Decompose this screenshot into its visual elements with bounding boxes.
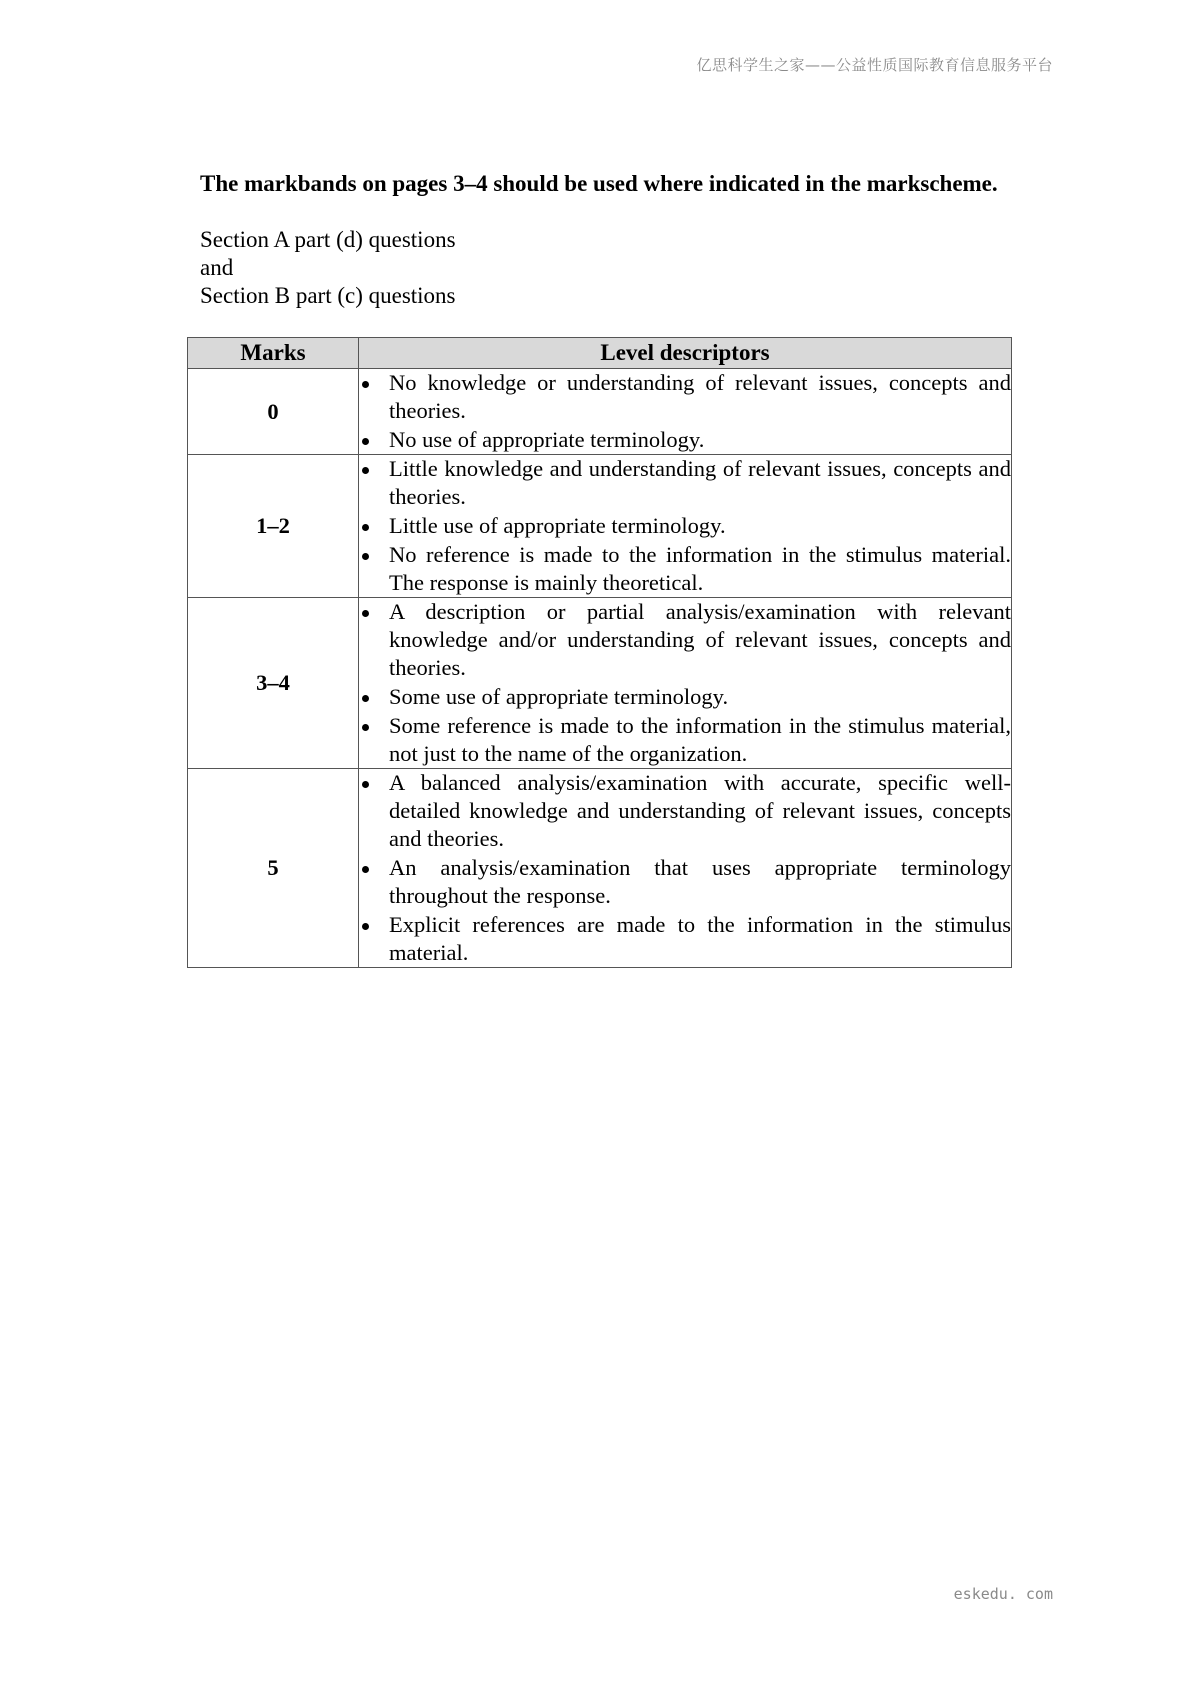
descriptor-item <box>359 541 1011 597</box>
marks-cell: 3–4 <box>188 598 359 769</box>
header-watermark: 亿思科学生之家——公益性质国际教育信息服务平台 <box>696 56 1053 74</box>
descriptor-text: Some use of appropriate terminology. <box>389 684 729 709</box>
descriptor-item <box>359 712 1011 768</box>
descriptor-item <box>359 769 1011 853</box>
marks-column-header: Marks <box>188 338 359 369</box>
descriptor-text: No use of appropriate terminology. <box>389 427 705 452</box>
table-row <box>188 598 1012 769</box>
descriptor-cell <box>359 369 1012 455</box>
marks-cell: 1–2 <box>188 455 359 598</box>
section-reference <box>200 226 456 310</box>
table-row <box>188 455 1012 598</box>
descriptor-text: Little use of appropriate terminology. <box>389 513 726 538</box>
descriptor-item <box>359 911 1011 967</box>
descriptor-item <box>359 683 1011 711</box>
descriptor-item <box>359 369 1011 425</box>
bullet-icon <box>362 553 369 560</box>
bullet-icon <box>362 524 369 531</box>
marks-cell: 0 <box>188 369 359 455</box>
bullet-icon <box>362 781 369 788</box>
bullet-icon <box>362 724 369 731</box>
marks-cell: 5 <box>188 769 359 968</box>
descriptor-text: An analysis/examination that uses appropriate terminology throughout the response. <box>389 855 1011 908</box>
descriptor-item <box>359 854 1011 910</box>
bullet-icon <box>362 467 369 474</box>
descriptor-text: A description or partial analysis/examination with relevant knowledge and/or understanding of relevant issues, concepts and theories. <box>389 599 1011 680</box>
table-row <box>188 369 1012 455</box>
section-line: and <box>200 255 234 280</box>
bullet-icon <box>362 866 369 873</box>
descriptor-item <box>359 426 1011 454</box>
descriptor-cell <box>359 769 1012 968</box>
bullet-icon <box>362 610 369 617</box>
descriptor-item <box>359 455 1011 511</box>
section-line: Section B part (c) questions <box>200 283 456 308</box>
markband-instruction: The markbands on pages 3–4 should be used where indicated in the markscheme. <box>200 171 998 196</box>
descriptor-item <box>359 598 1011 682</box>
bullet-icon <box>362 438 369 445</box>
bullet-icon <box>362 381 369 388</box>
section-line: Section A part (d) questions <box>200 227 456 252</box>
descriptor-cell <box>359 455 1012 598</box>
descriptor-text: Some reference is made to the information in the stimulus material, not just to the name of the organization. <box>389 713 1011 766</box>
markbands-table <box>187 337 1012 968</box>
table-header-row <box>188 338 1012 369</box>
table-row <box>188 769 1012 968</box>
descriptor-item <box>359 512 1011 540</box>
descriptor-text: No knowledge or understanding of relevant issues, concepts and theories. <box>389 370 1011 423</box>
bullet-icon <box>362 695 369 702</box>
descriptor-cell <box>359 598 1012 769</box>
descriptor-text: Little knowledge and understanding of relevant issues, concepts and theories. <box>389 456 1011 509</box>
descriptor-text: No reference is made to the information in the stimulus material. The response is mainly theoretical. <box>389 542 1011 595</box>
descriptor-text: A balanced analysis/examination with accurate, specific well-detailed knowledge and understanding of relevant issues, concepts and theories. <box>389 770 1011 851</box>
level-descriptors-column-header: Level descriptors <box>359 338 1012 369</box>
bullet-icon <box>362 923 369 930</box>
footer-watermark: eskedu. com <box>953 1585 1053 1603</box>
descriptor-text: Explicit references are made to the information in the stimulus material. <box>389 912 1011 965</box>
